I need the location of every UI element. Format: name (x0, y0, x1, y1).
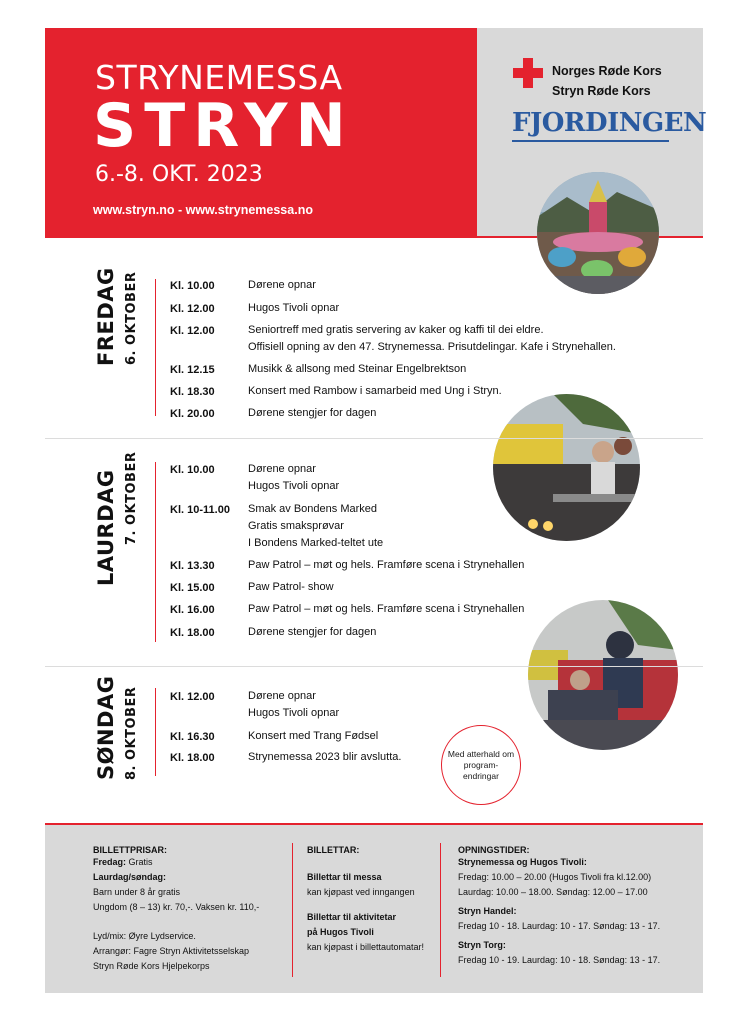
section-divider (45, 666, 703, 667)
event-time: Kl. 10.00 (170, 464, 215, 476)
friday-label: Fredag: (93, 857, 127, 867)
hours-torg-title: Stryn Torg: (458, 940, 506, 950)
day-divider (155, 688, 156, 776)
program-change-note: Med atterhald om program-endringar (441, 725, 521, 805)
tickets-heading: BILLETTAR: (307, 845, 360, 855)
event-desc: Strynemessa 2023 blir avslutta. (248, 751, 402, 763)
event-time: Kl. 12.15 (170, 364, 215, 376)
event-desc: Dørene opnar (248, 279, 316, 291)
event-time: Kl. 16.30 (170, 731, 215, 743)
event-dates: 6.-8. OKT. 2023 (95, 162, 263, 187)
newspaper-logo: FJORDINGEN (512, 108, 707, 138)
event-time: Kl. 20.00 (170, 408, 215, 420)
hours-fair-title: Strynemessa og Hugos Tivoli: (458, 857, 587, 867)
event-desc: Paw Patrol- show (248, 581, 334, 593)
day-date-fredag: 6. OKTOBER (124, 271, 139, 365)
ride-photo-1 (493, 394, 640, 541)
event-desc: Paw Patrol – møt og hels. Framføre scena i Strynehallen (248, 559, 525, 571)
prices-column (93, 845, 283, 974)
friday-price: Gratis (128, 857, 153, 867)
event-desc: Dørene stengjer for dagen (248, 407, 377, 419)
event-desc: Dørene opnar Hugos Tivoli opnar (248, 463, 340, 492)
day-heading-laurdag: LAURDAG (94, 469, 118, 586)
event-time: Kl. 12.00 (170, 325, 215, 337)
hours-torg: Fredag 10 - 19. Laurdag: 10 - 18. Søndag: 13 - 17. (458, 955, 661, 965)
hours-fair-line2: Laurdag: 10.00 – 18.00. Søndag: 12.00 – 17.00 (458, 887, 648, 897)
websites-link[interactable]: www.stryn.no - www.strynemessa.no (93, 203, 313, 217)
event-desc: Smak av Bondens Marked Gratis smaksprøvar I Bondens Marked-teltet ute (248, 503, 384, 549)
event-desc: Seniortreff med gratis servering av kaker og kaffi til dei eldre. Offisiell opning av den 47. Strynemessa. Prisutdelingar. Kafe i Strynehallen. (248, 324, 616, 353)
event-time: Kl. 10.00 (170, 280, 215, 292)
event-time: Kl. 18.30 (170, 386, 215, 398)
day-date-sondag: 8. OKTOBER (124, 686, 139, 780)
day-divider (155, 462, 156, 642)
ride-photo-2 (528, 600, 678, 750)
event-time: Kl. 13.30 (170, 560, 215, 572)
hours-handel-title: Stryn Handel: (458, 906, 517, 916)
day-divider (155, 279, 156, 416)
event-time: Kl. 18.00 (170, 752, 215, 764)
event-desc: Musikk & allsong med Steinar Engelbrektson (248, 363, 467, 375)
event-time: Kl. 12.00 (170, 303, 215, 315)
stryn-logo: STRYN (93, 91, 354, 161)
section-divider (45, 438, 703, 439)
red-cross-icon-bar (513, 68, 543, 78)
event-desc: Dørene stengjer for dagen (248, 626, 377, 638)
sound-credit: Lyd/mix: Øyre Lydservice. (93, 931, 196, 941)
tickets-column (307, 845, 437, 955)
day-date-laurdag: 7. OKTOBER (124, 451, 139, 545)
event-desc: Konsert med Trang Fødsel (248, 730, 379, 742)
event-title: STRYNEMESSA (95, 58, 343, 97)
first-aid: Stryn Røde Kors Hjelpekorps (93, 961, 210, 971)
fair-tickets-text: kan kjøpast ved inngangen (307, 887, 415, 897)
day-heading-fredag: FREDAG (94, 267, 118, 366)
event-desc: Hugos Tivoli opnar (248, 302, 340, 314)
event-time: Kl. 18.00 (170, 627, 215, 639)
org-name: Norges Røde Kors (552, 64, 662, 78)
day-heading-sondag: SØNDAG (94, 675, 118, 780)
event-desc: Konsert med Rambow i samarbeid med Ung i Stryn. (248, 385, 502, 397)
fair-tickets-title: Billettar til messa (307, 872, 382, 882)
hours-handel: Fredag 10 - 18. Laurdag: 10 - 17. Søndag: 13 - 17. (458, 921, 661, 931)
activity-tickets-title-2: på Hugos Tivoli (307, 927, 374, 937)
hours-heading: OPNINGSTIDER: (458, 845, 530, 855)
event-time: Kl. 10-11.00 (170, 504, 230, 516)
org-branch: Stryn Røde Kors (552, 84, 651, 98)
activity-tickets-text: kan kjøpast i billettautomatar! (307, 942, 425, 952)
event-desc: Paw Patrol – møt og hels. Framføre scena i Strynehallen (248, 603, 525, 615)
weekend-label: Laurdag/søndag: (93, 872, 167, 882)
event-time: Kl. 16.00 (170, 604, 215, 616)
event-desc: Dørene opnar Hugos Tivoli opnar (248, 690, 340, 719)
event-time: Kl. 12.00 (170, 691, 215, 703)
price-children: Barn under 8 år gratis (93, 887, 181, 897)
event-time: Kl. 15.00 (170, 582, 215, 594)
prices-heading: BILLETTPRISAR: (93, 845, 167, 855)
column-divider (292, 843, 293, 977)
newspaper-logo-underline (512, 140, 669, 142)
organizer: Arrangør: Fagre Stryn Aktivitetsselskap (93, 946, 250, 956)
column-divider (440, 843, 441, 977)
hours-fair-line1: Fredag: 10.00 – 20.00 (Hugos Tivoli fra kl.12.00) (458, 872, 652, 882)
carousel-photo (537, 172, 659, 294)
hours-column (458, 845, 698, 968)
price-youth-adult: Ungdom (8 – 13) kr. 70,-. Vaksen kr. 110,- (93, 902, 260, 912)
activity-tickets-title: Billettar til aktivitetar (307, 912, 397, 922)
